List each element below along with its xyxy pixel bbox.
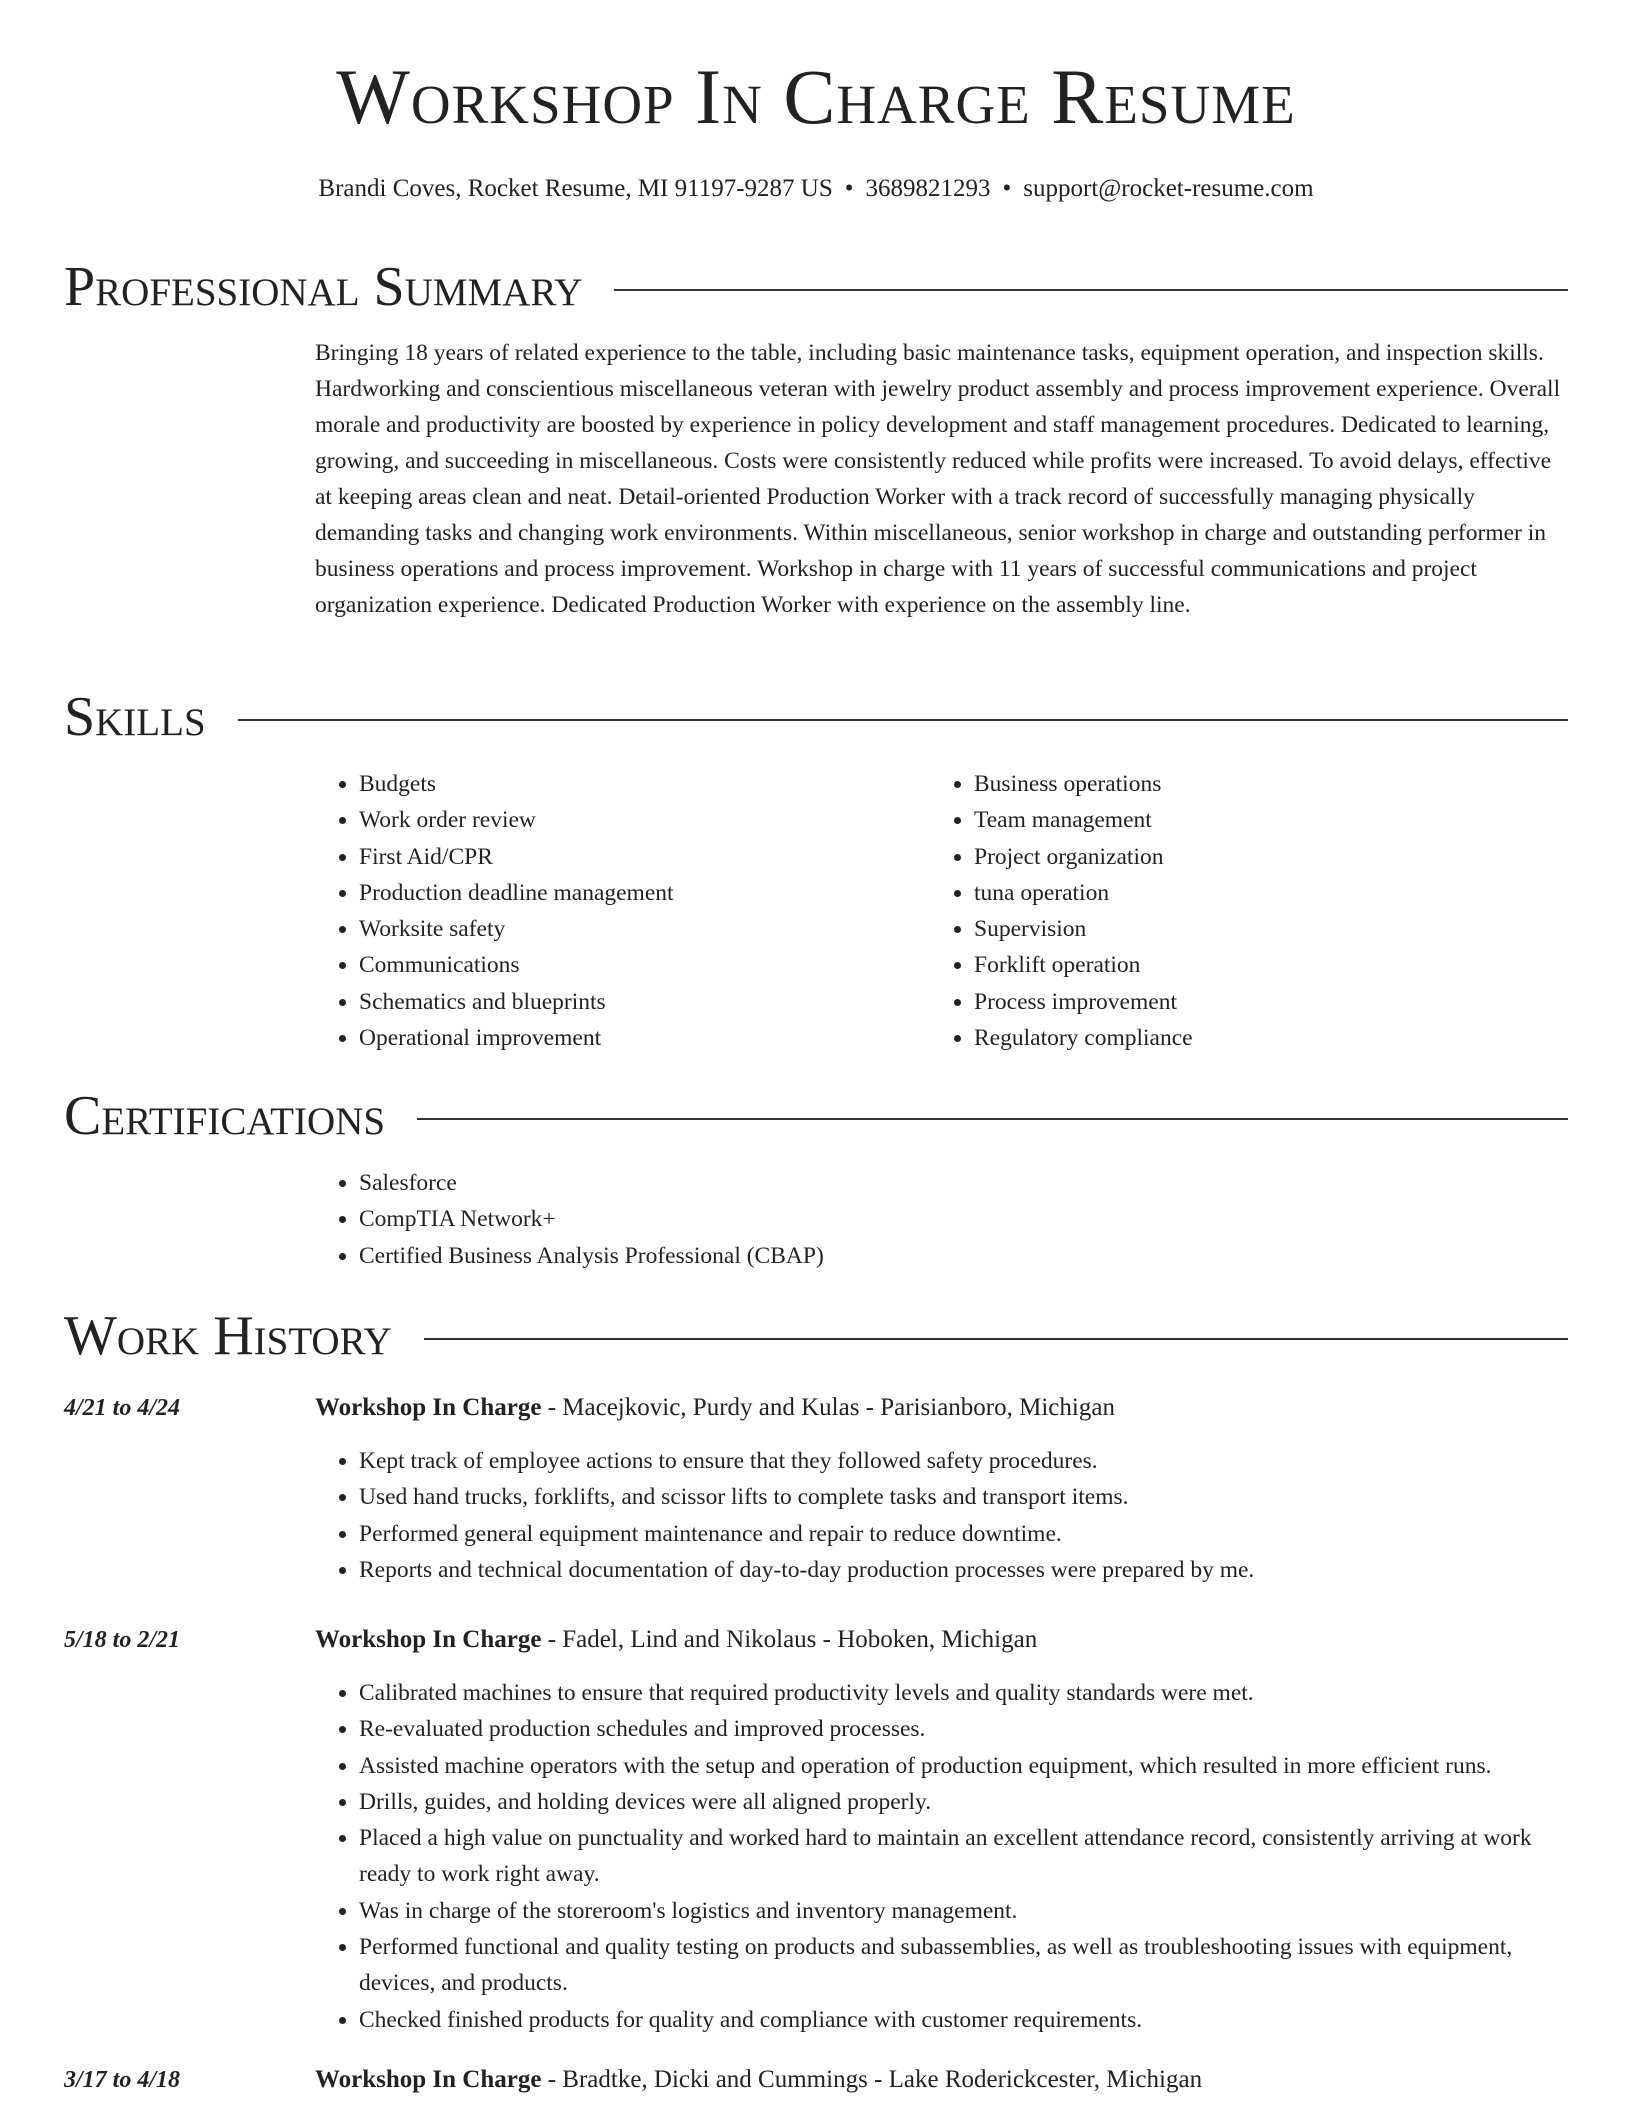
skill-item: • Process improvement [974,984,1530,1020]
job-duty-item: • Re-evaluated production schedules and improved processes. [359,1711,1568,1747]
job-employer-location: - Fadel, Lind and Nikolaus - Hoboken, Michigan [541,1626,1038,1653]
skill-item: • Project organization [974,839,1530,875]
section-divider [614,289,1568,291]
skills-list-left [315,766,915,1056]
contact-email[interactable]: support@rocket-resume.com [1023,175,1314,202]
contact-separator: • [844,175,854,202]
job-duty-item: • Checked finished products for quality and compliance with customer requirements. [359,2002,1568,2038]
job-dates: 3/17 to 4/18 [64,2067,181,2093]
job-duty-item: • Assisted machine operators with the setup and operation of production equipment, which resulted in more efficient runs. [359,1748,1568,1784]
job-duty-item: • Reports and technical documentation of day-to-day production processes were prepared by me. [359,1552,1568,1588]
skill-item: • Supervision [974,911,1530,947]
job-duty-item: • Performed general equipment maintenance and repair to reduce downtime. [359,1516,1568,1552]
job-duties [315,1443,1568,1588]
skill-item: • Work order review [359,802,915,838]
skill-item: • tuna operation [974,875,1530,911]
job-dates: 4/21 to 4/24 [64,1395,181,1421]
skill-item: • Business operations [974,766,1530,802]
skills-heading: Skills [64,686,206,748]
section-divider [238,719,1568,721]
contact-separator: • [1002,175,1012,202]
skill-item: • Operational improvement [359,1020,915,1056]
skill-item: • First Aid/CPR [359,839,915,875]
skill-item: • Communications [359,947,915,983]
job-title: Workshop In Charge [315,2066,542,2093]
job-heading [315,1627,1037,1652]
job-heading [315,1395,1115,1420]
certifications-list [315,1165,1315,1274]
certifications-section-header [64,1085,1568,1147]
work-history-section-header [64,1305,1568,1367]
skill-item: • Team management [974,802,1530,838]
contact-line [64,176,1568,201]
resume-title: Workshop In Charge Resume [336,53,1296,140]
job-duty-item: • Was in charge of the storeroom's logistics and inventory management. [359,1893,1568,1929]
summary-text: Bringing 18 years of related experience to the table, including basic maintenance tasks, equipment operation, and inspection skills. Hardworking and conscientious miscellaneous veteran with jewelry product assembly and process improvement experience. Overall morale and productivity are boosted by experience in policy development and staff management procedures. Dedicated to learning, growing, and succeeding in miscellaneous. Costs were consistently reduced while profits were increased. To avoid delays, effective at keeping areas clean and neat. Detail-oriented Production Worker with a track record of successfully managing physically demanding tasks and changing work environments. Within miscellaneous, senior workshop in charge and outstanding performer in business operations and process improvement. Workshop in charge with 11 years of successful communications and project organization experience. Dedicated Production Worker with experience on the assembly line. [315,340,1561,618]
job-title: Workshop In Charge [315,1394,542,1421]
skill-item: • Worksite safety [359,911,915,947]
section-divider [424,1338,1568,1340]
job-duties [315,1675,1568,2038]
summary-heading: Professional Summary [64,256,583,318]
skill-item: • Schematics and blueprints [359,984,915,1020]
skill-item: • Forklift operation [974,947,1530,983]
certifications-heading: Certifications [64,1085,386,1147]
job-employer-location: - Bradtke, Dicki and Cummings - Lake Roderickcester, Michigan [541,2066,1203,2093]
job-heading [315,2067,1202,2092]
skills-list-right [930,766,1530,1056]
certification-item: • CompTIA Network+ [359,1201,1315,1237]
summary-section-header [64,256,1568,318]
skill-item: • Budgets [359,766,915,802]
job-title: Workshop In Charge [315,1626,542,1653]
skills-section-header [64,686,1568,748]
section-divider [417,1118,1568,1120]
job-duty-item: • Used hand trucks, forklifts, and scissor lifts to complete tasks and transport items. [359,1479,1568,1515]
work-history-heading: Work History [64,1305,392,1367]
job-duty-item: • Kept track of employee actions to ensure that they followed safety procedures. [359,1443,1568,1479]
job-dates: 5/18 to 2/21 [64,1627,181,1653]
skill-item: • Production deadline management [359,875,915,911]
skill-item: • Regulatory compliance [974,1020,1530,1056]
job-employer-location: - Macejkovic, Purdy and Kulas - Parisianboro, Michigan [541,1394,1115,1421]
job-duty-item: • Placed a high value on punctuality and worked hard to maintain an excellent attendance record, consistently arriving at work ready to work right away. [359,1820,1568,1893]
job-duty-item: • Drills, guides, and holding devices were all aligned properly. [359,1784,1568,1820]
contact-phone: 3689821293 [865,175,991,202]
job-duty-item: • Performed functional and quality testing on products and subassemblies, as well as troubleshooting issues with equipment, devices, and products. [359,1929,1568,2002]
certification-item: • Salesforce [359,1165,1315,1201]
job-duty-item: • Calibrated machines to ensure that required productivity levels and quality standards were met. [359,1675,1568,1711]
certification-item: • Certified Business Analysis Professional (CBAP) [359,1238,1315,1274]
contact-address: Brandi Coves, Rocket Resume, MI 91197-9287 US [318,175,833,202]
